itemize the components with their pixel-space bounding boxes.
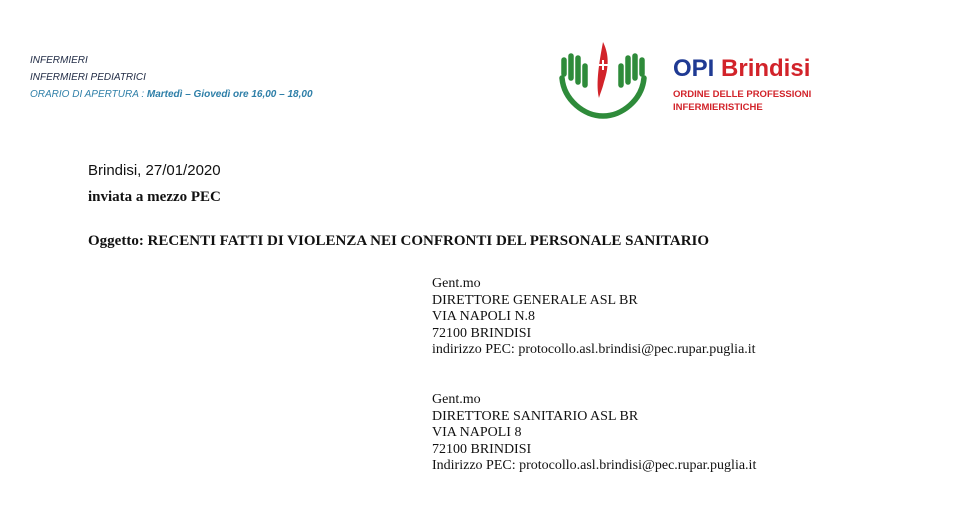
recipient-city: 72100 BRINDISI bbox=[432, 441, 532, 457]
logo-title-opi: OPI bbox=[673, 55, 715, 82]
delivery-method: inviata a mezzo PEC bbox=[88, 189, 221, 205]
header-line-nurses: INFERMIERI bbox=[30, 55, 88, 66]
logo-subtitle-line2: INFERMIERISTICHE bbox=[673, 102, 763, 113]
logo-subtitle bbox=[673, 88, 811, 114]
logo-title-city: Brindisi bbox=[721, 55, 811, 82]
recipient-salutation: Gent.mo bbox=[432, 276, 481, 291]
opening-hours bbox=[30, 86, 313, 103]
letter-date: Brindisi, 27/01/2020 bbox=[88, 162, 221, 179]
recipient-pec: indirizzo PEC: protocollo.asl.brindisi@pec.rupar.puglia.it bbox=[432, 342, 756, 357]
letter-subject: Oggetto: RECENTI FATTI DI VIOLENZA NEI CONFRONTI DEL PERSONALE SANITARIO bbox=[88, 233, 710, 249]
header-info bbox=[30, 52, 313, 103]
recipient-role: DIRETTORE SANITARIO ASL BR bbox=[432, 408, 639, 424]
recipient-role: DIRETTORE GENERALE ASL BR bbox=[432, 292, 638, 308]
recipient-street: VIA NAPOLI 8 bbox=[432, 425, 522, 440]
recipient-street: VIA NAPOLI N.8 bbox=[432, 309, 536, 324]
header-line-pediatric-nurses: INFERMIERI PEDIATRICI bbox=[30, 72, 146, 83]
opi-logo-icon bbox=[552, 38, 654, 122]
recipient-salutation: Gent.mo bbox=[432, 392, 481, 407]
recipient-pec: Indirizzo PEC: protocollo.asl.brindisi@pec.rupar.puglia.it bbox=[432, 458, 757, 473]
logo-subtitle-line1: ORDINE DELLE PROFESSIONI bbox=[673, 89, 812, 100]
opening-hours-label: ORARIO DI APERTURA : bbox=[30, 89, 147, 100]
recipient-block bbox=[432, 392, 756, 475]
logo-title bbox=[673, 56, 811, 82]
recipient-city: 72100 BRINDISI bbox=[432, 325, 532, 341]
logo-text bbox=[673, 56, 811, 114]
recipient-block bbox=[432, 276, 756, 359]
opening-hours-value: Martedì – Giovedì ore 16,00 – 18,00 bbox=[146, 89, 313, 100]
